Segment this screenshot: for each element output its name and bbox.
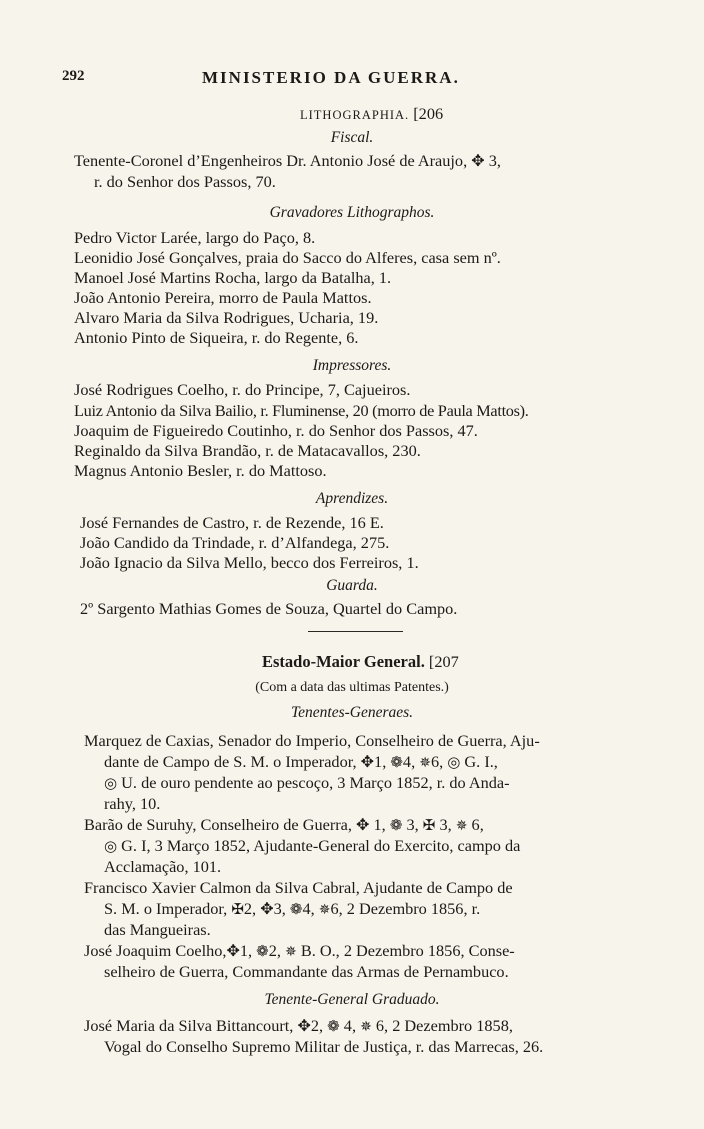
- maltese-cross-icon: ✠: [231, 902, 244, 918]
- entry-coelho-line-1: José Joaquim Coelho,✥1, ❁2, ✵ B. O., 2 Dezembro 1856, Conse-: [84, 941, 515, 960]
- ring-icon: ◎: [447, 755, 461, 771]
- heading-gravadores: Gravadores Lithographos.: [269, 204, 435, 221]
- list-item: Joaquim de Figueiredo Coutinho, r. do Senhor dos Passos, 47.: [74, 421, 478, 440]
- entry-suruhy-line-2: ◎ G. I, 3 Março 1852, Ajudante-General do Exercito, campo da: [104, 836, 521, 855]
- heading-tenente-general-graduado: Tenente-General Graduado.: [264, 991, 440, 1008]
- list-item: Antonio Pinto de Siqueira, r. do Regente, 6.: [74, 328, 359, 347]
- page-number: 292: [62, 68, 85, 84]
- section-title-lithographia: LITHOGRAPHIA. [206: [300, 104, 444, 123]
- list-item: Alvaro Maria da Silva Rodrigues, Ucharia, 19.: [74, 308, 379, 327]
- entry-suruhy-line-1: Barão de Suruhy, Conselheiro de Guerra, ✥ 1, ❁ 3, ✠ 3, ✵ 6,: [84, 815, 484, 834]
- list-item: João Ignacio da Silva Mello, becco dos Ferreiros, 1.: [80, 553, 419, 572]
- entry-bittancourt-line-2: Vogal do Conselho Supremo Militar de Justiça, r. das Marrecas, 26.: [104, 1037, 544, 1056]
- section-title-estado-maior: Estado-Maior General. [207: [262, 652, 459, 671]
- list-item: José Fernandes de Castro, r. de Rezende, 16 E.: [80, 513, 384, 532]
- heading-tenentes-generaes: Tenentes-Generaes.: [290, 704, 414, 721]
- list-item: José Rodrigues Coelho, r. do Principe, 7, Cajueiros.: [74, 380, 411, 399]
- heading-guarda: Guarda.: [326, 577, 378, 594]
- entry-calmon-line-3: das Mangueiras.: [104, 920, 211, 939]
- cross-icon: ✥: [360, 754, 375, 771]
- section-note: (Com a data das ultimas Patentes.): [255, 680, 449, 695]
- cross-icon: ✥: [297, 1018, 311, 1035]
- ring-icon: ◎: [104, 839, 118, 855]
- entry-suruhy-line-3: Acclamação, 101.: [104, 857, 222, 876]
- fiscal-line-2: r. do Senhor dos Passos, 70.: [94, 172, 276, 191]
- cross-icon: ✥: [226, 943, 240, 960]
- rose-icon: ❁: [256, 944, 269, 960]
- entry-bittancourt-line-1: José Maria da Silva Bittancourt, ✥2, ❁ 4, ✵ 6, 2 Dezembro 1858,: [84, 1016, 513, 1035]
- rose-icon: ❁: [327, 1019, 340, 1035]
- star-icon: ✵: [285, 945, 297, 960]
- entry-caxias-line-2: dante de Campo de S. M. o Imperador, ✥1, ❁4, ✵6, ◎ G. I.,: [104, 752, 498, 771]
- list-item: Manoel José Martins Rocha, largo da Batalha, 1.: [74, 268, 392, 287]
- heading-impressores: Impressores.: [312, 357, 392, 374]
- list-item: Leonidio José Gonçalves, praia do Sacco do Alferes, casa sem nº.: [74, 248, 501, 267]
- list-item: Luiz Antonio da Silva Bailio, r. Fluminense, 20 (morro de Paula Mattos).: [74, 401, 529, 420]
- entry-coelho-line-2: selheiro de Guerra, Commandante das Armas de Pernambuco.: [104, 962, 509, 981]
- entry-caxias-line-1: Marquez de Caxias, Senador do Imperio, Conselheiro de Guerra, Aju-: [84, 731, 540, 750]
- medal-icon: ✵: [318, 903, 331, 918]
- list-item: João Candido da Trindade, r. d’Alfandega, 275.: [80, 533, 390, 552]
- rose-icon: ❁: [390, 755, 403, 771]
- heading-fiscal: Fiscal.: [330, 129, 374, 146]
- section-divider: [308, 631, 403, 632]
- list-item: Pedro Victor Larée, largo do Paço, 8.: [74, 228, 316, 247]
- entry-calmon-line-2: S. M. o Imperador, ✠2, ✥3, ❁4, ✵6, 2 Dezembro 1856, r.: [104, 899, 481, 918]
- entry-caxias-line-4: rahy, 10.: [104, 794, 161, 813]
- running-title: MINISTERIO DA GUERRA.: [202, 68, 460, 87]
- section-ref: [206: [413, 104, 444, 123]
- list-item: 2º Sargento Mathias Gomes de Souza, Quartel do Campo.: [80, 599, 458, 618]
- medal-icon: ✵: [360, 1020, 372, 1035]
- entry-calmon-line-1: Francisco Xavier Calmon da Silva Cabral, Ajudante de Campo de: [84, 878, 513, 897]
- section-ref: [207: [428, 652, 459, 671]
- list-item: Magnus Antonio Besler, r. do Mattoso.: [74, 461, 327, 480]
- medal-icon: ✵: [419, 756, 431, 771]
- entry-caxias-line-3: ◎ U. de ouro pendente ao pescoço, 3 Março 1852, r. do Anda-: [104, 773, 510, 792]
- heading-aprendizes: Aprendizes.: [315, 490, 389, 507]
- fiscal-line-1: Tenente-Coronel d’Engenheiros Dr. Antonio José de Araujo, ✥ 3,: [74, 151, 501, 170]
- rose-icon: ❁: [289, 902, 303, 918]
- list-item: Reginaldo da Silva Brandão, r. de Matacavallos, 230.: [74, 441, 421, 460]
- ring-icon: ◎: [104, 776, 118, 792]
- list-item: João Antonio Pereira, morro de Paula Mattos.: [74, 288, 372, 307]
- medal-icon: ✵: [455, 819, 468, 834]
- cross-icon: ✥: [356, 817, 370, 834]
- maltese-cross-icon: ✠: [422, 818, 436, 834]
- cross-icon: ✥: [260, 901, 274, 918]
- cross-icon: ✥: [471, 153, 485, 170]
- rose-icon: ❁: [389, 818, 403, 834]
- running-head: [62, 68, 642, 92]
